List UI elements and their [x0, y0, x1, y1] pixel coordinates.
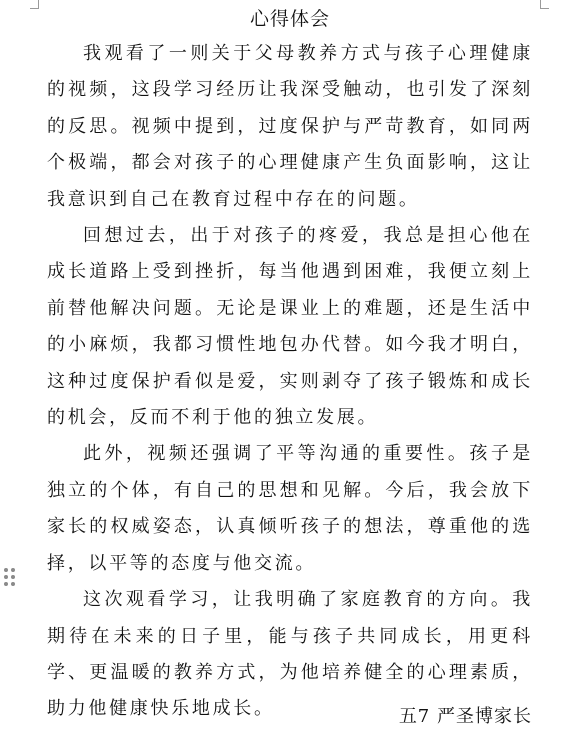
drag-dot: [11, 568, 15, 572]
drag-dot: [4, 568, 8, 572]
drag-dot: [11, 575, 15, 579]
drag-dot: [4, 582, 8, 586]
paragraph-1: 我观看了一则关于父母教养方式与孩子心理健康的视频，这段学习经历让我深受触动，也引发了深刻的反思。视频中提到，过度保护与严苛教育，如同两个极端，都会对孩子的心理健康产生负面影响，这让我意识到自己在教育过程中存在的问题。: [47, 43, 533, 210]
drag-dot: [11, 582, 15, 586]
document-title: 心得体会: [249, 8, 330, 30]
paragraph-2: 回想过去，出于对孩子的疼爱，我总是担心他在成长道路上受到挫折，每当他遇到困难，我便立刻上前替他解决问题。无论是课业上的难题，还是生活中的小麻烦，我都习惯性地包办代替。如今我才明白，这种过度保护看似是爱，实则剥夺了孩子锻炼和成长的机会，反而不利于他的独立发展。: [47, 225, 533, 429]
signature: 五7 严圣博家长: [398, 706, 532, 727]
paragraph-4: 这次观看学习，让我明确了家庭教育的方向。我期待在未来的日子里，能与孩子共同成长，用更科学、更温暖的教养方式，为他培养健全的心理素质，助力他健康快乐地成长。: [47, 589, 533, 720]
drag-dot: [4, 575, 8, 579]
page-corner-mark-left: [30, 0, 39, 9]
page-corner-mark-right: [540, 0, 549, 9]
paragraph-3: 此外，视频还强调了平等沟通的重要性。孩子是独立的个体，有自己的思想和见解。今后，我会放下家长的权威姿态，认真倾听孩子的想法，尊重他的选择，以平等的态度与他交流。: [47, 443, 533, 574]
document-page: [47, 6, 533, 728]
paragraph-drag-handle-icon[interactable]: [4, 568, 16, 588]
